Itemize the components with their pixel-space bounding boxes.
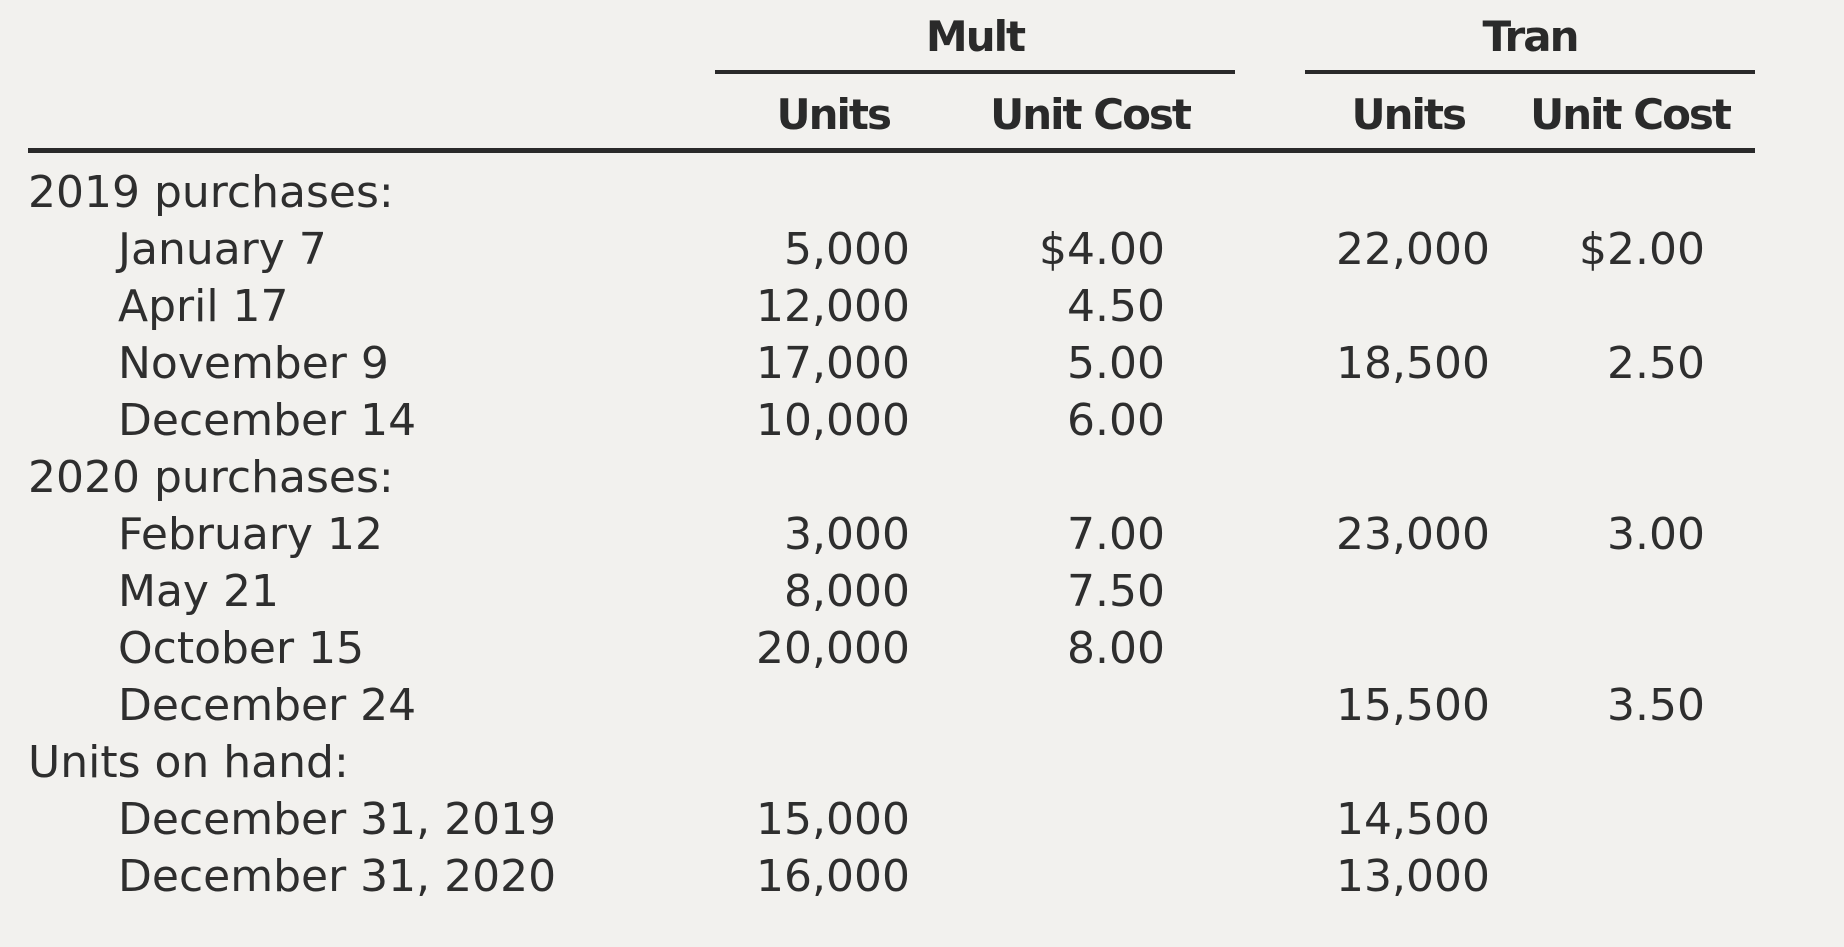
row-label: 2020 purchases: [28,452,394,503]
table-row [0,734,1844,791]
mult-units-header: Units [776,90,890,139]
row-label: November 9 [118,338,389,389]
row-label: December 24 [118,680,417,731]
table-row [0,164,1844,221]
table-row [0,278,1844,335]
tran-unit-cost-header: Unit Cost [1530,90,1730,139]
row-label: Units on hand: [28,737,349,788]
table-row [0,791,1844,848]
tran-cost-cell: 2.50 [1607,338,1705,389]
mult-units-cell: 20,000 [756,623,910,674]
table-row [0,221,1844,278]
row-label: October 15 [118,623,365,674]
mult-units-cell: 15,000 [756,794,910,845]
tran-group-rule [1305,70,1755,74]
table-row [0,620,1844,677]
tran-units-cell: 13,000 [1336,851,1490,902]
row-label: 2019 purchases: [28,167,394,218]
mult-cost-cell: $4.00 [1039,224,1165,275]
mult-unit-cost-header: Unit Cost [990,90,1190,139]
mult-units-cell: 10,000 [756,395,910,446]
mult-units-cell: 17,000 [756,338,910,389]
mult-cost-cell: 5.00 [1067,338,1165,389]
row-label: April 17 [118,281,289,332]
table-row [0,677,1844,734]
tran-units-cell: 15,500 [1336,680,1490,731]
row-label: December 31, 2019 [118,794,557,845]
row-label: May 21 [118,566,279,617]
table-row [0,392,1844,449]
mult-units-cell: 12,000 [756,281,910,332]
mult-group-rule [715,70,1235,74]
mult-cost-cell: 7.50 [1067,566,1165,617]
tran-units-cell: 18,500 [1336,338,1490,389]
tran-units-cell: 22,000 [1336,224,1490,275]
tran-units-header: Units [1351,90,1465,139]
mult-units-cell: 8,000 [784,566,910,617]
tran-cost-cell: $2.00 [1579,224,1705,275]
mult-units-cell: 5,000 [784,224,910,275]
table-row [0,506,1844,563]
mult-units-cell: 16,000 [756,851,910,902]
tran-units-cell: 14,500 [1336,794,1490,845]
row-label: December 14 [118,395,417,446]
table-row [0,563,1844,620]
table-row [0,335,1844,392]
mult-cost-cell: 6.00 [1067,395,1165,446]
row-label: February 12 [118,509,383,560]
mult-group-title: Mult [925,12,1025,61]
table-row [0,449,1844,506]
tran-group-title: Tran [1482,12,1578,61]
mult-cost-cell: 4.50 [1067,281,1165,332]
tran-cost-cell: 3.50 [1607,680,1705,731]
row-label: December 31, 2020 [118,851,557,902]
mult-cost-cell: 8.00 [1067,623,1165,674]
tran-cost-cell: 3.00 [1607,509,1705,560]
row-label: January 7 [118,224,327,275]
table-row [0,848,1844,905]
mult-cost-cell: 7.00 [1067,509,1165,560]
header-rule [28,148,1755,153]
tran-units-cell: 23,000 [1336,509,1490,560]
mult-units-cell: 3,000 [784,509,910,560]
